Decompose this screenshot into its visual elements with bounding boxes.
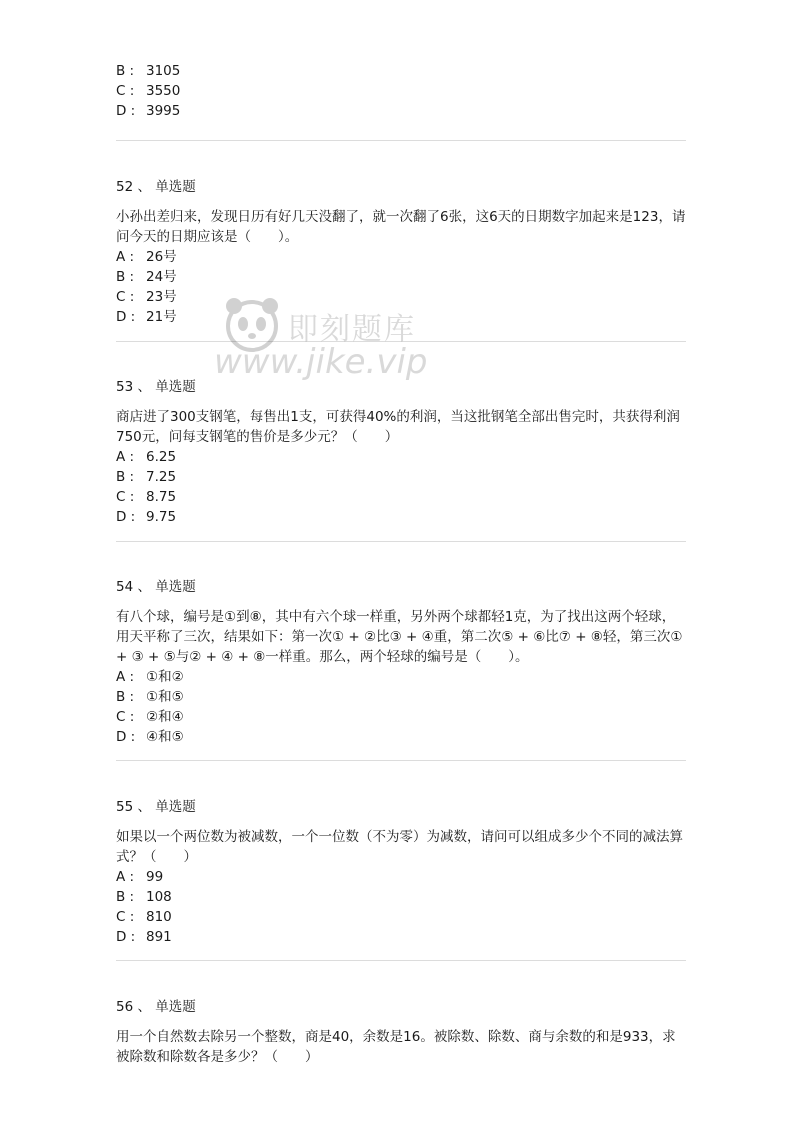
question-header: 55 、 单选题 xyxy=(116,799,196,815)
separator xyxy=(116,960,686,961)
question-53 xyxy=(116,377,686,527)
separator xyxy=(116,140,686,141)
question-text: 用一个自然数去除另一个整数，商是40，余数是16。被除数、除数、商与余数的和是933，求被除数和除数各是多少？（ ） xyxy=(116,1029,676,1065)
option-d[interactable]: D : ④和⑤ xyxy=(116,729,184,745)
option-b[interactable]: B : 24号 xyxy=(116,269,177,285)
option-d[interactable]: D : 21号 xyxy=(116,309,177,325)
question-56 xyxy=(116,997,686,1067)
option-a[interactable]: A : ①和② xyxy=(116,669,184,685)
separator xyxy=(116,760,686,761)
question-text: 有八个球，编号是①到⑧，其中有六个球一样重，另外两个球都轻1克，为了找出这两个轻球，用天平称了三次，结果如下：第一次① + ②比③ + ④重，第二次⑤ + ⑥比⑦ + ⑧轻，第三次① + ③ + ⑤与② + ④ + ⑧一样重。那么，两个轻球的编号是（ ）。 xyxy=(116,609,683,665)
question-text: 小孙出差归来，发现日历有好几天没翻了，就一次翻了6张，这6天的日期数字加起来是123，请问今天的日期应该是（ ）。 xyxy=(116,209,686,245)
watermark-brand: 即刻题库 xyxy=(288,312,416,347)
question-51-tail xyxy=(116,61,686,121)
option-c[interactable]: C : 23号 xyxy=(116,289,177,305)
option-b[interactable]: B : ①和⑤ xyxy=(116,689,184,705)
option-d[interactable]: D : 9.75 xyxy=(116,509,177,525)
question-55 xyxy=(116,797,686,947)
separator xyxy=(116,541,686,542)
option-c[interactable]: C : 8.75 xyxy=(116,489,177,505)
option-b[interactable]: B : 7.25 xyxy=(116,469,177,485)
question-text: 如果以一个两位数为被减数，一个一位数（不为零）为减数，请问可以组成多少个不同的减法算式？（ ） xyxy=(116,829,683,865)
question-header: 54 、 单选题 xyxy=(116,579,196,595)
watermark-url: www.jike.vip xyxy=(214,342,428,382)
option-d[interactable]: D : 3995 xyxy=(116,103,181,119)
option-c[interactable]: C : 810 xyxy=(116,909,172,925)
question-54 xyxy=(116,577,686,747)
question-52 xyxy=(116,177,686,327)
question-header: 56 、 单选题 xyxy=(116,999,196,1015)
option-a[interactable]: A : 26号 xyxy=(116,249,177,265)
option-a[interactable]: A : 6.25 xyxy=(116,449,177,465)
option-c[interactable]: C : ②和④ xyxy=(116,709,184,725)
question-header: 53 、 单选题 xyxy=(116,379,196,395)
question-header: 52 、 单选题 xyxy=(116,179,196,195)
separator xyxy=(116,341,686,342)
option-a[interactable]: A : 99 xyxy=(116,869,164,885)
option-c[interactable]: C : 3550 xyxy=(116,83,181,99)
option-b[interactable]: B : 3105 xyxy=(116,63,181,79)
question-text: 商店进了300支钢笔，每售出1支，可获得40%的利润，当这批钢笔全部出售完时，共获得利润750元，问每支钢笔的售价是多少元？（ ） xyxy=(116,409,680,445)
option-b[interactable]: B : 108 xyxy=(116,889,172,905)
option-d[interactable]: D : 891 xyxy=(116,929,172,945)
